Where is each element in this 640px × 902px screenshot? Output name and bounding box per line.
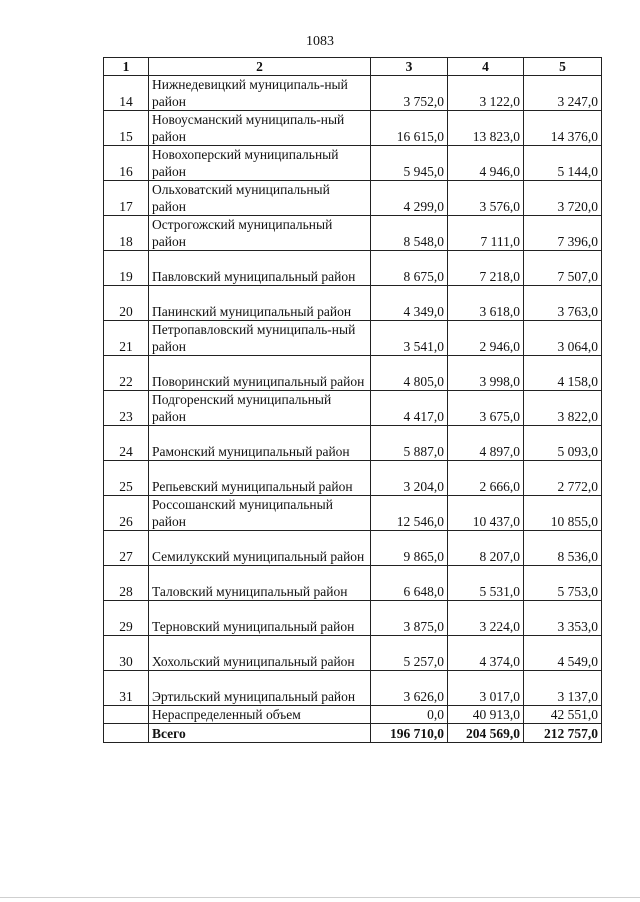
value-col-5: 10 855,0 bbox=[524, 496, 602, 531]
row-number: 19 bbox=[104, 251, 149, 286]
district-name: Ольховатский муниципальный район bbox=[149, 181, 371, 216]
value-col-3: 8 548,0 bbox=[371, 216, 448, 251]
value-col-3: 3 541,0 bbox=[371, 321, 448, 356]
value-col-5: 3 720,0 bbox=[524, 181, 602, 216]
value-col-4: 7 111,0 bbox=[448, 216, 524, 251]
footer-divider bbox=[0, 897, 640, 898]
district-name: Нижнедевицкий муниципаль-ный район bbox=[149, 76, 371, 111]
total-row bbox=[104, 724, 602, 743]
value-col-5: 3 822,0 bbox=[524, 391, 602, 426]
value-col-4: 10 437,0 bbox=[448, 496, 524, 531]
row-number: 22 bbox=[104, 356, 149, 391]
value-col-3: 3 752,0 bbox=[371, 76, 448, 111]
value-col-4: 4 946,0 bbox=[448, 146, 524, 181]
value-col-4: 3 618,0 bbox=[448, 286, 524, 321]
value-col-5: 3 763,0 bbox=[524, 286, 602, 321]
value-col-3: 3 875,0 bbox=[371, 601, 448, 636]
value-col-5: 3 064,0 bbox=[524, 321, 602, 356]
table-row bbox=[104, 671, 602, 706]
value-col-4: 3 017,0 bbox=[448, 671, 524, 706]
value-col-5: 7 507,0 bbox=[524, 251, 602, 286]
table-row bbox=[104, 251, 602, 286]
district-name: Петропавловский муниципаль-ный район bbox=[149, 321, 371, 356]
value-col-5: 14 376,0 bbox=[524, 111, 602, 146]
value-col-3: 0,0 bbox=[371, 706, 448, 724]
row-number: 17 bbox=[104, 181, 149, 216]
value-col-3: 4 805,0 bbox=[371, 356, 448, 391]
value-col-4: 4 374,0 bbox=[448, 636, 524, 671]
row-number: 24 bbox=[104, 426, 149, 461]
value-col-5: 5 093,0 bbox=[524, 426, 602, 461]
budget-distribution-table bbox=[103, 57, 602, 743]
value-col-5: 4 158,0 bbox=[524, 356, 602, 391]
district-name: Новохоперский муниципальный район bbox=[149, 146, 371, 181]
row-number: 28 bbox=[104, 566, 149, 601]
row-number: 23 bbox=[104, 391, 149, 426]
total-label: Всего bbox=[149, 724, 371, 743]
value-col-3: 4 349,0 bbox=[371, 286, 448, 321]
unallocated-row bbox=[104, 706, 602, 724]
value-col-4: 8 207,0 bbox=[448, 531, 524, 566]
total-col-5: 212 757,0 bbox=[524, 724, 602, 743]
row-number: 16 bbox=[104, 146, 149, 181]
value-col-4: 4 897,0 bbox=[448, 426, 524, 461]
table-row bbox=[104, 636, 602, 671]
value-col-3: 6 648,0 bbox=[371, 566, 448, 601]
value-col-5: 8 536,0 bbox=[524, 531, 602, 566]
header-col-5: 5 bbox=[524, 58, 602, 76]
table-row bbox=[104, 321, 602, 356]
value-col-5: 4 549,0 bbox=[524, 636, 602, 671]
table-row bbox=[104, 76, 602, 111]
district-name: Новоусманский муниципаль-ный район bbox=[149, 111, 371, 146]
row-number: 27 bbox=[104, 531, 149, 566]
row-number bbox=[104, 706, 149, 724]
value-col-3: 5 257,0 bbox=[371, 636, 448, 671]
table-row bbox=[104, 391, 602, 426]
value-col-4: 5 531,0 bbox=[448, 566, 524, 601]
district-name: Таловский муниципальный район bbox=[149, 566, 371, 601]
header-col-2: 2 bbox=[149, 58, 371, 76]
table-row bbox=[104, 566, 602, 601]
value-col-5: 3 137,0 bbox=[524, 671, 602, 706]
value-col-4: 3 224,0 bbox=[448, 601, 524, 636]
district-name: Рамонский муниципальный район bbox=[149, 426, 371, 461]
value-col-4: 13 823,0 bbox=[448, 111, 524, 146]
row-number: 29 bbox=[104, 601, 149, 636]
district-name: Россошанский муниципальный район bbox=[149, 496, 371, 531]
value-col-5: 5 144,0 bbox=[524, 146, 602, 181]
value-col-3: 3 626,0 bbox=[371, 671, 448, 706]
district-name: Поворинский муниципальный район bbox=[149, 356, 371, 391]
value-col-5: 5 753,0 bbox=[524, 566, 602, 601]
row-number: 14 bbox=[104, 76, 149, 111]
value-col-5: 3 353,0 bbox=[524, 601, 602, 636]
value-col-3: 8 675,0 bbox=[371, 251, 448, 286]
table-row bbox=[104, 531, 602, 566]
value-col-4: 40 913,0 bbox=[448, 706, 524, 724]
row-number: 30 bbox=[104, 636, 149, 671]
table-row bbox=[104, 601, 602, 636]
value-col-5: 42 551,0 bbox=[524, 706, 602, 724]
value-col-3: 4 299,0 bbox=[371, 181, 448, 216]
total-col-4: 204 569,0 bbox=[448, 724, 524, 743]
value-col-4: 3 576,0 bbox=[448, 181, 524, 216]
header-col-1: 1 bbox=[104, 58, 149, 76]
district-name: Подгоренский муниципальный район bbox=[149, 391, 371, 426]
row-number: 20 bbox=[104, 286, 149, 321]
table-row bbox=[104, 496, 602, 531]
row-number: 15 bbox=[104, 111, 149, 146]
page-number: 1083 bbox=[306, 34, 334, 49]
row-number: 21 bbox=[104, 321, 149, 356]
district-name: Павловский муниципальный район bbox=[149, 251, 371, 286]
table-row bbox=[104, 356, 602, 391]
value-col-4: 3 998,0 bbox=[448, 356, 524, 391]
table-row bbox=[104, 146, 602, 181]
value-col-5: 7 396,0 bbox=[524, 216, 602, 251]
district-name: Нераспределенный объем bbox=[149, 706, 371, 724]
table-row bbox=[104, 111, 602, 146]
row-number: 31 bbox=[104, 671, 149, 706]
district-name: Хохольский муниципальный район bbox=[149, 636, 371, 671]
district-name: Семилукский муниципальный район bbox=[149, 531, 371, 566]
value-col-4: 2 946,0 bbox=[448, 321, 524, 356]
value-col-3: 5 887,0 bbox=[371, 426, 448, 461]
table-row bbox=[104, 426, 602, 461]
value-col-4: 7 218,0 bbox=[448, 251, 524, 286]
row-number: 18 bbox=[104, 216, 149, 251]
value-col-4: 3 675,0 bbox=[448, 391, 524, 426]
value-col-3: 12 546,0 bbox=[371, 496, 448, 531]
row-number: 25 bbox=[104, 461, 149, 496]
value-col-4: 2 666,0 bbox=[448, 461, 524, 496]
row-number bbox=[104, 724, 149, 743]
table-row bbox=[104, 286, 602, 321]
district-name: Терновский муниципальный район bbox=[149, 601, 371, 636]
table-row bbox=[104, 181, 602, 216]
value-col-5: 3 247,0 bbox=[524, 76, 602, 111]
value-col-3: 3 204,0 bbox=[371, 461, 448, 496]
total-col-3: 196 710,0 bbox=[371, 724, 448, 743]
district-name: Панинский муниципальный район bbox=[149, 286, 371, 321]
header-col-4: 4 bbox=[448, 58, 524, 76]
value-col-3: 4 417,0 bbox=[371, 391, 448, 426]
value-col-3: 16 615,0 bbox=[371, 111, 448, 146]
value-col-3: 5 945,0 bbox=[371, 146, 448, 181]
district-name: Острогожский муниципальный район bbox=[149, 216, 371, 251]
table-row bbox=[104, 216, 602, 251]
value-col-4: 3 122,0 bbox=[448, 76, 524, 111]
value-col-5: 2 772,0 bbox=[524, 461, 602, 496]
district-name: Репьевский муниципальный район bbox=[149, 461, 371, 496]
district-name: Эртильский муниципальный район bbox=[149, 671, 371, 706]
header-col-3: 3 bbox=[371, 58, 448, 76]
table-header-row bbox=[104, 58, 602, 76]
value-col-3: 9 865,0 bbox=[371, 531, 448, 566]
table-row bbox=[104, 461, 602, 496]
row-number: 26 bbox=[104, 496, 149, 531]
